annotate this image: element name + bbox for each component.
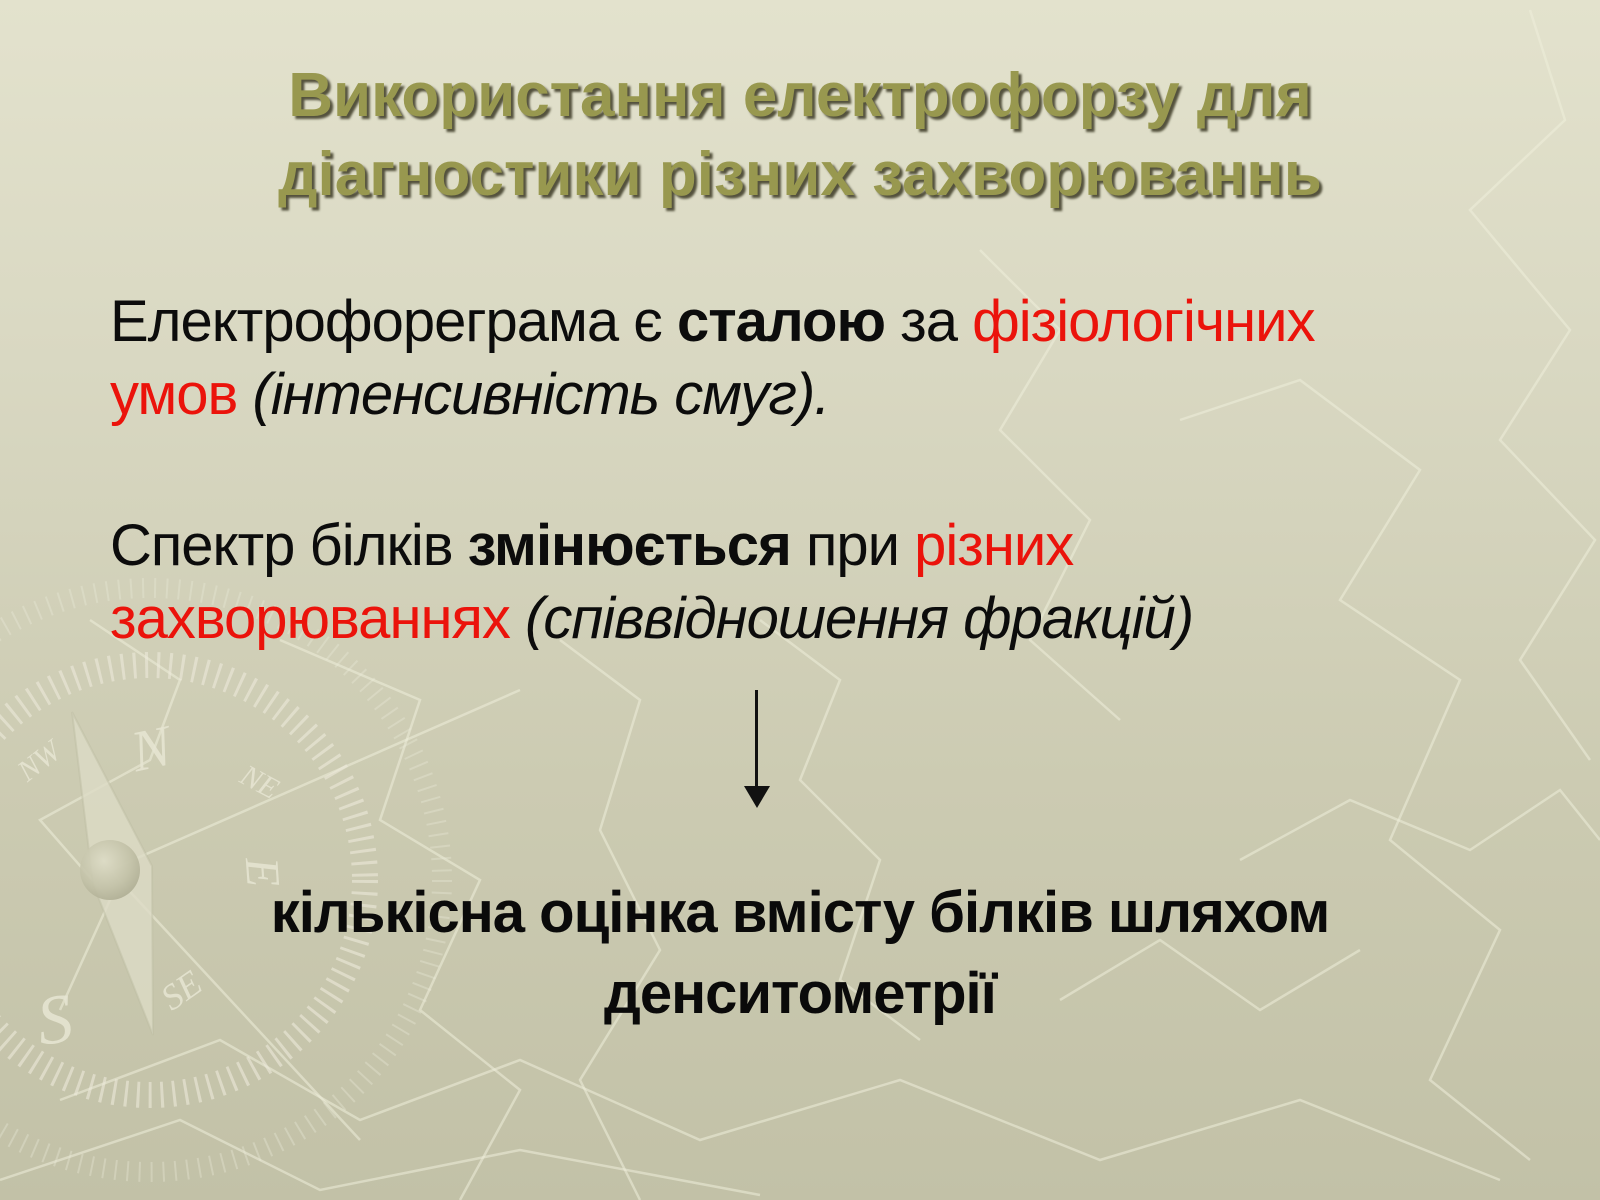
down-arrow-head-icon [744,786,770,808]
p2-seg-red2: захворюваннях [110,585,510,651]
compass-letter-s: S [32,979,78,1061]
conclusion-text [80,872,1520,1034]
compass-letter-e: E [234,855,290,889]
slide-title [60,56,1540,215]
p1-seg-italic: (інтенсивність смуг). [237,361,830,427]
compass-letter-ne: NE [234,758,285,806]
p2-seg-bold: змінюється [467,513,791,578]
conclusion-line2: денситометрії [604,961,996,1027]
slide-title-line1: Використання електрофорзу для [288,61,1312,130]
p1-seg-bold: сталою [677,289,885,354]
compass-letter-se: SE [153,962,210,1019]
p1-seg-red2: умов [110,361,238,427]
p2-seg-italic: (співвідношення фракцій) [509,585,1194,651]
conclusion-line1: кількісна оцінка вмісту білків шляхом [270,880,1330,945]
compass-letter-nw: NW [11,734,68,789]
p2-seg-red1: різних [914,513,1074,578]
p2-seg-normal: Спектр білків [110,513,468,578]
p1-seg-red1: фізіологічних [972,289,1315,354]
paragraph-electrophoregram [110,286,1530,431]
p1-seg-normal: Електрофореграма є [110,289,678,354]
paragraph-protein-spectrum [110,510,1530,655]
p2-seg-normal2: при [790,513,915,578]
down-arrow-icon [755,690,758,788]
compass-letter-n: N [125,712,177,785]
slide-title-line2: діагностики різних захворюваннь [278,140,1322,210]
p1-seg-normal2: за [884,289,973,354]
